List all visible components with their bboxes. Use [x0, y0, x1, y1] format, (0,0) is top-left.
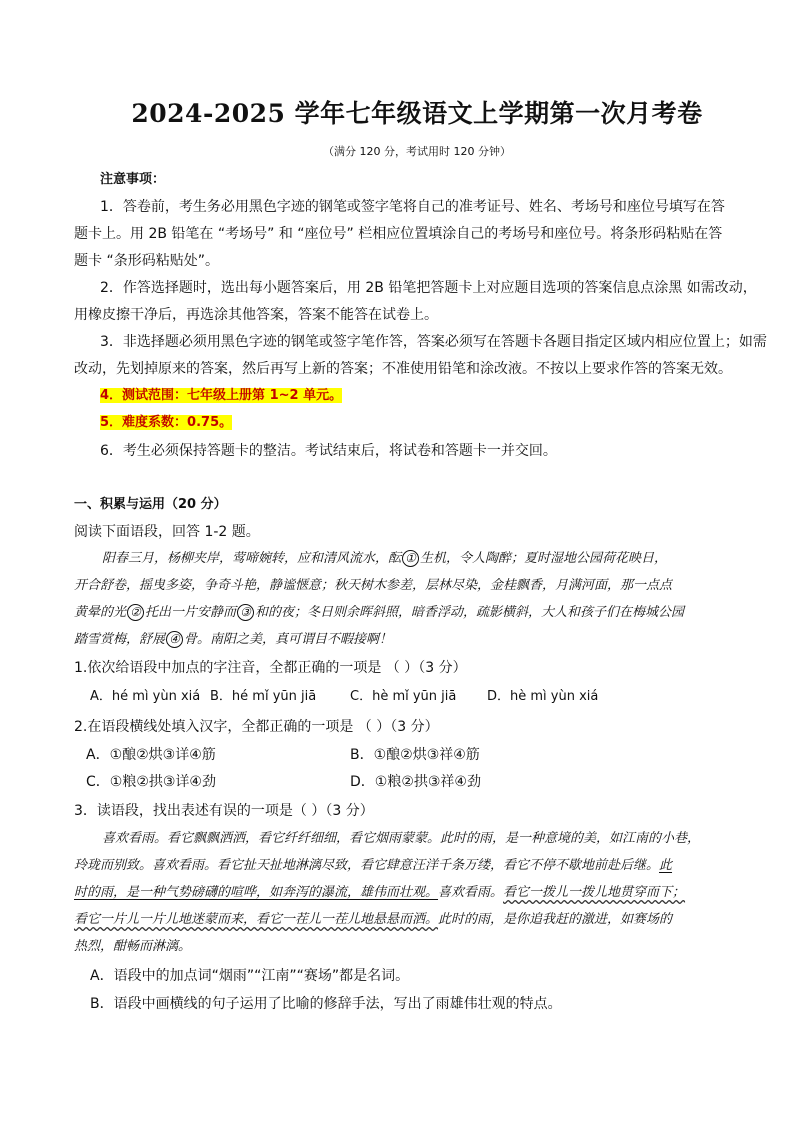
- question-1-option-d[interactable]: D．hè mì yùn xiá: [487, 689, 599, 704]
- q3-passage-line-5: 热烈，酣畅而淋漓。: [74, 939, 192, 954]
- notice-item-5: [100, 413, 232, 433]
- blank-marker-3: ③: [237, 604, 254, 621]
- passage-line-1: [102, 549, 667, 569]
- notice-item-3-line-1: 3．非选择题必须用黑色字迹的钢笔或签字笔作答，答案必须写在答题卡各题目指定区域内相应位置上；如需: [100, 334, 767, 350]
- question-1-option-b[interactable]: B．hé mǐ yūn jiā: [210, 689, 317, 704]
- passage-text: 喜欢看雨。: [438, 885, 504, 900]
- notice-item-4: [100, 386, 342, 406]
- q3-passage-line-3: [74, 883, 685, 903]
- question-2-option-d[interactable]: D．①粮②拱③祥④劲: [350, 774, 481, 790]
- question-1-option-a[interactable]: A．hé mì yùn xiá: [90, 689, 201, 704]
- section-intro: 阅读下面语段，回答 1-2 题。: [74, 524, 260, 540]
- question-2-option-a[interactable]: A．①酿②烘③详④筋: [86, 747, 216, 763]
- highlight-test-scope: 4．测试范围：七年级上册第 1~2 单元。: [100, 388, 343, 403]
- underlined-text: 时的雨，是一种气势磅礴的喧哗，如奔泻的瀑流，雄伟而壮观。: [74, 885, 439, 900]
- section-heading: 一、积累与运用（20 分）: [74, 497, 227, 512]
- notice-item-1-line-1: 1．答卷前，考生务必用黑色字迹的钢笔或签字笔将自己的准考证号、姓名、考场号和座位号填写在答: [100, 199, 725, 215]
- q3-passage-line-2: [74, 856, 672, 876]
- question-3-option-b[interactable]: B．语段中画横线的句子运用了比喻的修辞手法，写出了雨雄伟壮观的特点。: [90, 996, 562, 1012]
- passage-text: 阳春三月，杨柳夹岸，莺啼婉转，应和清风流水，酝: [102, 551, 402, 566]
- blank-marker-2: ②: [127, 604, 144, 621]
- notice-item-2-line-2: 用橡皮擦干净后，再选涂其他答案，答案不能答在试卷上。: [74, 307, 438, 323]
- passage-text: 骨。南阳之美，真可谓目不暇接啊！: [184, 632, 393, 647]
- blank-marker-1: ①: [402, 550, 419, 567]
- passage-text: 黄晕的光: [74, 605, 127, 620]
- q3-passage-line-4: [74, 910, 672, 930]
- passage-text: 和的夜；冬日则余晖斜照，暗香浮动，疏影横斜，大人和孩子们在梅城公园: [255, 605, 685, 620]
- blank-marker-4: ④: [166, 631, 183, 648]
- notice-item-2-line-1: 2．作答选择题时，选出每小题答案后，用 2B 铅笔把答题卡上对应题目选项的答案信息点涂黑 如需改动，: [100, 280, 757, 296]
- passage-line-4: [74, 630, 392, 650]
- question-1-stem: 1.依次给语段中加点的字注音，全都正确的一项是 （ ）（3 分）: [74, 660, 467, 676]
- wavy-underlined-text: 看它一片儿一片儿地迷蒙而来，看它一茬儿一茬儿地悬悬而洒。: [74, 912, 439, 927]
- passage-line-2: 开合舒卷，摇曳多姿，争奇斗艳，静谧惬意；秋天树木参差，层林尽染，金桂飘香，月满河面，那一点点: [74, 578, 673, 593]
- passage-text: 生机，令人陶醉；夏时湿地公园荷花映日，: [420, 551, 668, 566]
- q3-passage-line-1: 喜欢看雨。看它飘飘洒洒，看它纤纤细细，看它烟雨蒙蒙。此时的雨，是一种意境的美，如江南的小巷，: [102, 831, 701, 846]
- notice-item-3-line-2: 改动，先划掉原来的答案，然后再写上新的答案；不准使用铅笔和涂改液。不按以上要求作答的答案无效。: [74, 361, 732, 377]
- page-subtitle: （满分 120 分，考试用时 120 分钟）: [323, 145, 511, 158]
- question-2-option-c[interactable]: C．①粮②拱③详④劲: [86, 774, 216, 790]
- passage-text: 此时的雨，是你追我赶的激进，如赛场的: [438, 912, 673, 927]
- passage-text: 玲珑而别致。喜欢看雨。看它扯天扯地淋漓尽致，看它肆意汪洋千条万缕，看它不停不歇地前赴后继。: [74, 858, 660, 873]
- wavy-underlined-text: 看它一拨儿一拨儿地贯穿而下；: [503, 885, 686, 900]
- question-2-option-b[interactable]: B．①酿②烘③祥④筋: [350, 747, 480, 763]
- notice-heading: 注意事项：: [100, 172, 166, 187]
- passage-text: 托出一片安静而: [145, 605, 237, 620]
- underlined-text: 此: [659, 858, 673, 873]
- passage-line-3: [74, 603, 684, 623]
- notice-item-1-line-3: 题卡 “条形码粘贴处”。: [74, 253, 219, 269]
- notice-item-6: 6．考生必须保持答题卡的整洁。考试结束后，将试卷和答题卡一并交回。: [100, 443, 557, 459]
- passage-text: 踏雪赏梅，舒展: [74, 632, 166, 647]
- question-1-option-c[interactable]: C．hè mǐ yūn jiā: [350, 689, 457, 704]
- page-title: 2024-2025 学年七年级语文上学期第一次月考卷: [131, 99, 703, 128]
- highlight-difficulty: 5．难度系数：0.75。: [100, 415, 233, 430]
- question-3-option-a[interactable]: A．语段中的加点词“烟雨”“江南”“赛场”都是名词。: [90, 968, 410, 984]
- notice-item-1-line-2: 题卡上。用 2B 铅笔在 “考场号” 和 “座位号” 栏相应位置填涂自己的考场号和座位号。将条形码粘贴在答: [74, 226, 723, 242]
- question-3-stem: 3．读语段，找出表述有误的一项是（ ）（3 分）: [74, 803, 374, 819]
- question-2-stem: 2.在语段横线处填入汉字，全都正确的一项是 （ ）（3 分）: [74, 719, 439, 735]
